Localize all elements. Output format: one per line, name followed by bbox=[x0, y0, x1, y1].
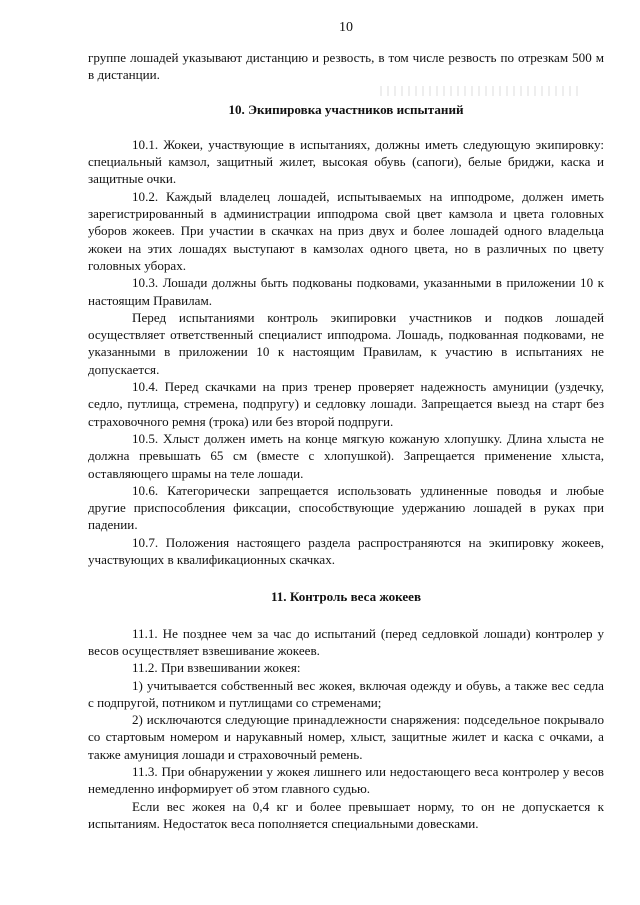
paragraph-11-2-item-1: 1) учитывается собственный вес жокея, включая одежду и обувь, а также вес седла с подпругой, потником и путлищами со стременами; bbox=[88, 677, 604, 710]
paragraph-10-3: 10.3. Лошади должны быть подкованы подковами, указанными в приложении 10 к настоящим Правилам. bbox=[88, 275, 604, 308]
section-10-body bbox=[88, 136, 604, 568]
paragraph-10-5: 10.5. Хлыст должен иметь на конце мягкую кожаную хлопушку. Длина хлыста не должна превышать 65 см (вместе с хлопушкой). Запрещается применение хлыста, оставляющего шрамы на теле лошади. bbox=[88, 430, 604, 481]
paragraph-11-3-overweight: Если вес жокея на 0,4 кг и более превышает норму, то он не допускается к испытаниям. Недостаток веса пополняется специальными довесками. bbox=[88, 798, 604, 831]
intro-paragraph: группе лошадей указывают дистанцию и резвость, в том числе резвость по отрезкам 500 м в дистанции. bbox=[88, 50, 604, 83]
paragraph-10-6: 10.6. Категорически запрещается использовать удлиненные поводья и любые другие приспособления фиксации, способствующие удержанию лошадей в руках при падении. bbox=[88, 482, 604, 533]
paragraph-10-7: 10.7. Положения настоящего раздела распространяются на экипировку жокеев, участвующих в квалификационных скачках. bbox=[88, 534, 604, 568]
paragraph-10-1: 10.1. Жокеи, участвующие в испытаниях, должны иметь следующую экипировку: специальный камзол, защитный жилет, высокая обувь (сапоги), белые бриджи, каска и защитные очки. bbox=[88, 136, 604, 187]
paragraph-11-2: 11.2. При взвешивании жокея: bbox=[132, 660, 301, 676]
section-10-heading: 10. Экипировка участников испытаний bbox=[228, 101, 464, 117]
paragraph-11-1: 11.1. Не позднее чем за час до испытаний (перед седловкой лошади) контролер у весов осуществляет взвешивание жокеев. bbox=[88, 625, 604, 658]
paragraph-11-2-item-2: 2) исключаются следующие принадлежности снаряжения: подседельное покрывало со стартовым номером и нарукавный номер, хлыст, защитные жилет и каска с очками, а также амуниция лошади и страховочный ремень. bbox=[88, 712, 604, 762]
section-11-heading: 11. Контроль веса жокеев bbox=[270, 589, 422, 605]
paragraph-10-2: 10.2. Каждый владелец лошадей, испытываемых на ипподроме, должен иметь зарегистрированный в администрации ипподрома свой цвет камзола и цвета головных уборов жокеев. При участии в скачках на приз двух и более лошадей одного владельца жокеи на этих лошадях выступают в камзолах одного цвета, но в различных по цвету головных уборах. bbox=[88, 188, 604, 273]
paragraph-10-4: 10.4. Перед скачками на приз тренер проверяет надежность амуниции (уздечку, седло, путлища, стремена, подпругу) и седловку лошади. Запрещается выезд на старт без страховочного ремня (трока) или без второй подпруги. bbox=[88, 379, 604, 429]
paragraph-11-3: 11.3. При обнаружении у жокея лишнего или недостающего веса контролер у весов немедленно информирует об этом главного судью. bbox=[88, 763, 604, 797]
paragraph-10-3-control: Перед испытаниями контроль экипировки участников и подков лошадей осуществляет ответственный специалист ипподрома. Лошадь, подкованная подковами, не указанными в приложении 10 к настоящим Правилам, к участию в испытаниях не допускается. bbox=[88, 309, 604, 377]
page-number: 10 bbox=[339, 20, 353, 35]
scan-noise bbox=[380, 86, 580, 96]
section-11-body bbox=[88, 625, 604, 833]
